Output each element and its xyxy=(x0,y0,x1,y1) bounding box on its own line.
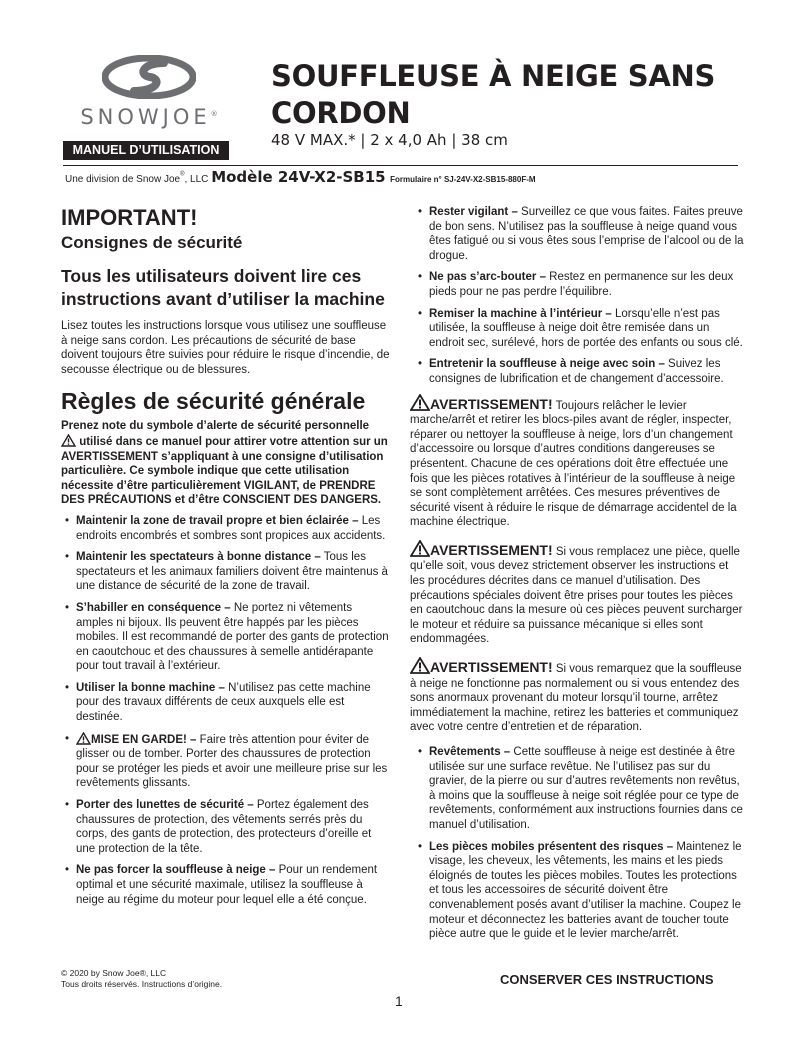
list-item: • Porter des lunettes de sécurité – Portez également des chaussures de protection, des vêtements serrés près du corps, des gants de protection, des protecteurs d’oreille et une protection de la tête. xyxy=(61,798,391,856)
list-item: • Utiliser la bonne machine – N’utilisez pas cette machine pour des travaux différents de ceux auxquels elle est destinée. xyxy=(61,681,391,725)
product-title: SOUFFLEUSE À NEIGE SANS CORDON xyxy=(271,59,716,130)
copyright-line: © 2020 by Snow Joe®, LLC xyxy=(61,968,167,978)
list-item: • Rester vigilant – Surveillez ce que vous faites. Faites preuve de bon sens. N’utilisez pas la souffleuse à neige quand vous êtes fatigué ou si vous êtes sous l’emprise de l’alcool ou de la drogue. xyxy=(414,205,745,263)
right-column xyxy=(410,205,745,949)
manual-badge: MANUEL D’UTILISATION xyxy=(63,141,229,160)
list-item: • Ne pas forcer la souffleuse à neige – Pour un rendement optimal et une sécurité maximale, utilisez la souffleuse à neige au régime du moteur pour lequel elle a été conçue. xyxy=(61,863,391,907)
division-prefix: Une division de Snow Joe xyxy=(65,174,181,185)
model-number: Modèle 24V-X2-SB15 xyxy=(211,168,386,186)
division-suffix: , LLC xyxy=(184,174,212,185)
all-users-heading: Tous les utilisateurs doivent lire ces instructions avant d’utiliser la machine xyxy=(61,266,385,309)
warning-triangle-icon xyxy=(410,657,430,674)
list-item: • Remiser la machine à l’intérieur – Lorsqu’elle n’est pas utilisée, la souffleuse à neige doit être remisée dans un endroit sec, surélevé, hors de portée des enfants ou sous clé. xyxy=(414,307,745,351)
product-subtitle: 48 V MAX.* | 2 x 4,0 Ah | 38 cm xyxy=(271,131,508,149)
page-number: 1 xyxy=(395,993,403,1009)
warning-paragraph: AVERTISSEMENT! Si vous remplacez une pièce, quelle qu’elle soit, vous devez strictement observer les instructions et les procédures décrites dans ce manuel d’utilisation. Des précautions spéciales doivent être prises pour toutes les pièces en caoutchouc dans la mesure où ces pièces peuvent surcharger le moteur et réduire sa puissance mécanique si elles sont endommagées. xyxy=(410,541,743,646)
form-number: Formulaire n° SJ-24V-X2-SB15-880F-M xyxy=(390,175,536,184)
division-line xyxy=(65,168,745,187)
header-rule xyxy=(63,165,738,166)
snowjoe-logo xyxy=(58,55,240,135)
right-bottom-bullet-list xyxy=(414,745,745,942)
left-bullet-list xyxy=(61,514,391,907)
safety-heading: Consignes de sécurité xyxy=(61,233,243,252)
list-item: • Entretenir la souffleuse à neige avec soin – Suivez les consignes de lubrification et de changement d’accessoire. xyxy=(414,357,745,386)
list-item: • Ne pas s’arc-bouter – Restez en permanence sur les deux pieds pour ne pas perdre l’équilibre. xyxy=(414,270,745,299)
copyright-notice xyxy=(61,968,222,989)
rules-heading: Règles de sécurité générale xyxy=(61,388,366,415)
keep-instructions: CONSERVER CES INSTRUCTIONS xyxy=(500,972,714,987)
warning-triangle-icon xyxy=(61,434,76,447)
important-heading: IMPORTANT! xyxy=(61,205,198,230)
intro-paragraph: Lisez toutes les instructions lorsque vous utilisez une souffleuse à neige sans cordon. Les précautions de sécurité de base doivent toujours être suivies pour réduire le risque d’incendie, de secousse électrique ou de blessures. xyxy=(61,320,390,376)
safety-symbol-note: Prenez note du symbole d’alerte de sécurité personnelle utilisé dans ce manuel pour attirer votre attention sur un AVERTISSEMENT s’appliquant à une consigne d’utilisation particulière. Ce symbole indique que cette utilisation nécessite d’être particulièrement VIGILANT, de PRENDRE DES PRÉCAUTIONS et d’être CONSCIENT DES DANGERS. xyxy=(61,420,388,507)
snowjoe-swoosh-icon xyxy=(102,55,196,99)
warning-paragraph: AVERTISSEMENT! Si vous remarquez que la souffleuse à neige ne fonctionne pas normalement ou si vous entendez des sons anormaux provenant du moteur lorsqu’il tourne, arrêtez immédiatement la machine, retirez les batteries et communiquez avec votre centre d’entretien et de réparation. xyxy=(410,659,742,734)
warning-triangle-icon xyxy=(410,540,430,557)
rights-line: Tous droits réservés. Instructions d’origine. xyxy=(61,978,223,989)
right-top-bullet-list xyxy=(414,205,745,387)
list-item: • S’habiller en conséquence – Ne portez ni vêtements amples ni bijoux. Ils peuvent être happés par les pièces mobiles. Il est recommandé de porter des gants de protection en caoutchouc et des chaussures à semelle antidérapante pour tout travail à l’extérieur. xyxy=(61,601,391,674)
warning-paragraph: AVERTISSEMENT! Toujours relâcher le levier marche/arrêt et retirer les blocs-piles avant de régler, inspecter, réparer ou nettoyer la souffleuse à neige, lors d’un changement d’accessoire ou lorsque d’autres conditions dangereuses se présentent. Chacune de ces opérations doit être effectuée une fois que les pièces rotatives à l’intérieur de la souffleuse à neige se sont complètement arrêtées. Ces mesures préventives de sécurité visent à réduire le risque de démarrage accidentel de la machine électrique. xyxy=(410,395,737,529)
list-item: • Revêtements – Cette souffleuse à neige est destinée à être utilisée sur une surface revêtue. Ne l’utilisez pas sur du gravier, de la pierre ou sur d’autres revêtements non revêtus, à moins que la souffleuse à neige soit réglée pour ce type de revêtements, conformément aux instructions fournies dans ce manuel d’utilisation. xyxy=(414,745,745,833)
logo-wordmark: SNOWJOE® xyxy=(80,105,218,129)
list-item: • Les pièces mobiles présentent des risques – Maintenez le visage, les cheveux, les vêtements, les mains et les pieds éloignés de toutes les pièces mobiles. Toutes les protections et tous les accessoires de sécurité doivent être convenablement posés avant d’utiliser la machine. Coupez le moteur et déconnectez les batteries avant de toucher toute pièce autre que le guide et le levier marche/arrêt. xyxy=(414,840,745,942)
list-item: • Maintenir les spectateurs à bonne distance – Tous les spectateurs et les animaux familiers doivent être maintenus à une distance de sécurité de la zone de travail. xyxy=(61,550,391,594)
left-column xyxy=(61,205,391,914)
division-reg: ® xyxy=(180,171,185,178)
warning-triangle-icon xyxy=(410,394,430,411)
list-item: • Maintenir la zone de travail propre et bien éclairée – Les endroits encombrés et sombres sont propices aux accidents. xyxy=(61,514,391,543)
warning-triangle-icon xyxy=(76,732,91,745)
list-item: • MISE EN GARDE! – Faire très attention pour éviter de glisser ou de tomber. Porter des chaussures de protection pour se protéger les pieds et avoir une meilleure prise sur les revêtements glissants. xyxy=(61,732,391,791)
